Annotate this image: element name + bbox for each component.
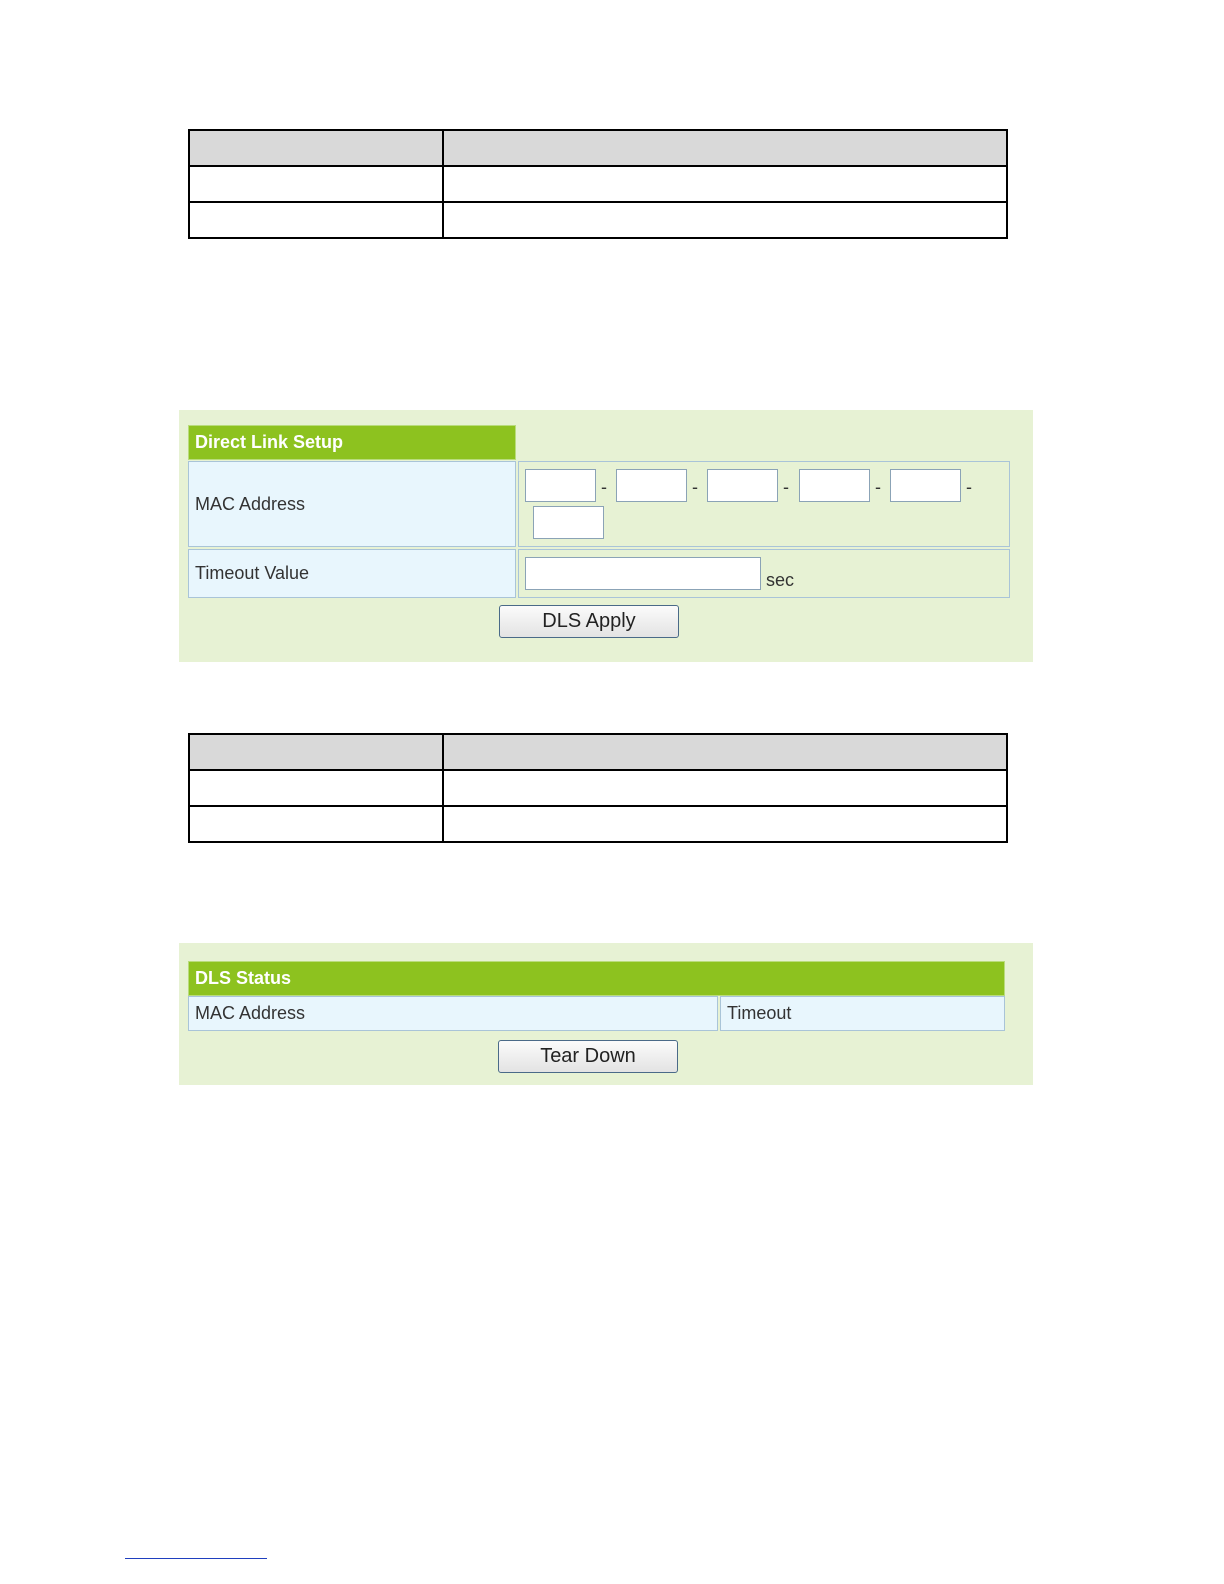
timeout-value-input[interactable] <box>525 557 761 590</box>
mac-address-inputs <box>518 461 1010 547</box>
mac-octet-3-input[interactable] <box>707 469 778 502</box>
timeout-row <box>188 549 1010 598</box>
footnote-divider <box>125 1558 267 1559</box>
mac-separator: - <box>783 477 789 497</box>
mac-octet-4-input[interactable] <box>799 469 870 502</box>
table-row <box>189 806 1007 842</box>
mac-address-column-header: MAC Address <box>188 996 718 1031</box>
timeout-column-header: Timeout <box>720 996 1005 1031</box>
dls-status-header-row <box>188 996 1005 1031</box>
direct-link-setup-title: Direct Link Setup <box>188 425 516 460</box>
mac-address-row <box>188 461 1010 547</box>
mac-address-label: MAC Address <box>188 461 516 547</box>
dls-status-panel <box>179 943 1033 1085</box>
dls-status-title: DLS Status <box>188 961 1005 996</box>
timeout-unit: sec <box>766 570 795 590</box>
mac-octet-1-input[interactable] <box>525 469 596 502</box>
mac-separator: - <box>875 477 881 497</box>
table-row <box>189 166 1007 202</box>
timeout-value-label: Timeout Value <box>188 549 516 598</box>
table-header-row <box>189 734 1007 770</box>
dls-apply-button[interactable]: DLS Apply <box>499 605 679 638</box>
mac-octet-2-input[interactable] <box>616 469 687 502</box>
mac-octet-6-input[interactable] <box>533 506 604 539</box>
direct-link-setup-panel <box>179 410 1033 662</box>
table-row <box>189 202 1007 238</box>
mac-octet-5-input[interactable] <box>890 469 961 502</box>
table-header-row <box>189 130 1007 166</box>
table-row <box>189 770 1007 806</box>
parameter-table-1 <box>188 129 1008 239</box>
timeout-input-cell <box>518 549 1010 598</box>
parameter-table-2 <box>188 733 1008 843</box>
mac-separator: - <box>601 477 607 497</box>
mac-separator: - <box>692 477 698 497</box>
mac-separator: - <box>966 477 972 497</box>
tear-down-button[interactable]: Tear Down <box>498 1040 678 1073</box>
